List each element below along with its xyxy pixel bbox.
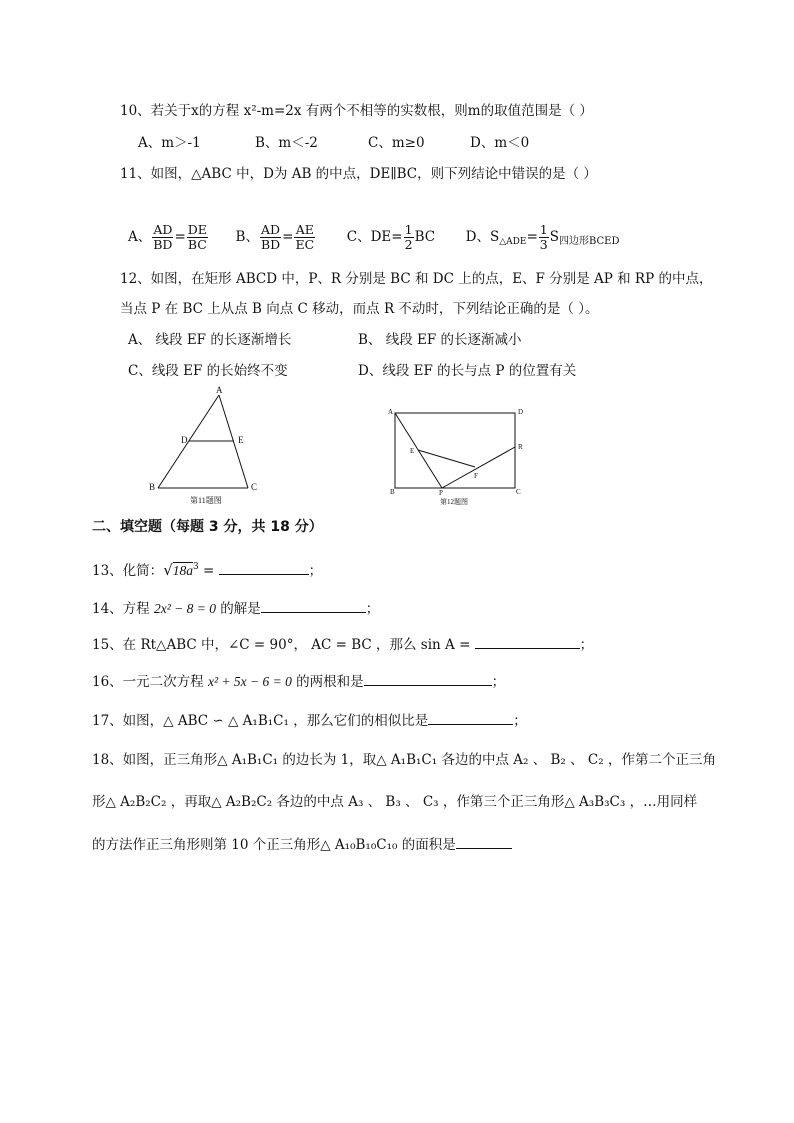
section-2-title: 二、填空题（每题 3 分，共 18 分） (92, 519, 323, 535)
q12-option-c: C、线段 EF 的长始终不变 (128, 363, 288, 379)
q11-option-b-label: B、 (235, 229, 259, 245)
q18-answer-blank[interactable] (456, 834, 512, 849)
q11-option-b-frac2: $\frac{AE}{EC}$ (295, 222, 315, 252)
q11-option-a-label: A、 (128, 229, 152, 245)
q12-line2: 当点 P 在 BC 上从点 B 向点 C 移动，而点 R 不动时，下列结论正确的是（ ）。 (120, 301, 599, 317)
fig12-label-e: E (410, 447, 415, 455)
q10-option-c: C、m≥0 (368, 135, 425, 151)
q15: 15、在 Rt△ABC 中，∠C = 90°， AC = BC ，那么 sin A = ； (92, 634, 593, 654)
fig12-label-p: P (439, 489, 443, 497)
q12-option-a: A、 线段 EF 的长逐渐增长 (128, 332, 292, 348)
fig11-caption: 第11题图 (190, 496, 222, 505)
q11-option-d-frac: $\frac{1}{3}$ (539, 222, 548, 252)
q17-answer-blank[interactable] (428, 710, 513, 725)
q11-option-b-frac1: $\frac{AD}{BD}$ (260, 222, 281, 252)
q12-line1: 12、如图，在矩形 ABCD 中，P、R 分别是 BC 和 DC 上的点，E、F 分别是 AP 和 RP 的中点， (120, 271, 713, 287)
q10-option-a: A、m＞-1 (138, 135, 201, 151)
q11-option-d: D、S (465, 229, 500, 245)
q10-option-d: D、m＜0 (470, 135, 530, 151)
fig12-label-c: C (516, 488, 521, 496)
q17: 17、如图，△ ABC ∽ △ A₁B₁C₁ ，那么它们的相似比是 ； (92, 710, 527, 730)
q11-option-a-frac2: $\frac{DE}{BC}$ (187, 222, 207, 252)
q11-option-c: C、DE= (346, 229, 403, 245)
q11-options: A、 $\frac{AD}{BD}$ = $\frac{DE}{BC}$ B、 $\frac{AD}{BD}$ = $\frac{AE}{EC}$ C、DE= $\frac{1}{2}$ BC D、$S_{\triangle ADE}=$ $\frac{1}{3}$ $S_{四边形BCED}$ (128, 222, 620, 252)
q12-option-d: D、线段 EF 的长与点 P 的位置有关 (358, 363, 577, 379)
q14: 14、方程 2x² − 8 = 0 的解是 ； (92, 598, 379, 618)
q14-answer-blank[interactable] (261, 598, 366, 613)
fig12-label-r: R (518, 443, 523, 451)
q18-line1: 18、如图，正三角形△ A₁B₁C₁ 的边长为 1，取△ A₁B₁C₁ 各边的中点 A₂ 、 B₂ 、 C₂ ，作第二个正三角 (92, 752, 716, 768)
fig12-label-a: A (388, 408, 394, 416)
fig12-label-f: F (474, 472, 478, 480)
q13-answer-blank[interactable] (219, 560, 309, 575)
fig11-label-d: D (181, 435, 188, 445)
fig12-label-d: D (518, 408, 524, 416)
q11-stem: 11、如图，△ABC 中，D为 AB 的中点，DE∥BC，则下列结论中错误的是（ ） (120, 166, 597, 182)
q18-line2: 形△ A₂B₂C₂ ，再取△ A₂B₂C₂ 各边的中点 A₃ 、 B₃ 、 C₃ ，作第三个正三角形△ A₃B₃C₃ ，…用同样 (92, 794, 698, 810)
fig11-label-b: B (149, 482, 156, 492)
figure-11 (140, 385, 280, 510)
q12-option-b: B、 线段 EF 的长逐渐减小 (358, 332, 522, 348)
fig11-label-a: A (216, 385, 223, 395)
figure-12 (385, 400, 535, 510)
q11-option-a-frac1: $\frac{AD}{BD}$ (153, 222, 173, 252)
q10-stem: 10、若关于x的方程 x²-m=2x 有两个不相等的实数根，则m的取值范围是（ ） (120, 103, 593, 119)
q18-line3: 的方法作正三角形则第 10 个正三角形△ A₁₀B₁₀C₁₀ 的面积是 (92, 834, 512, 854)
q10-option-b: B、m＜-2 (255, 135, 318, 151)
fig12-label-b: B (390, 488, 395, 496)
q16-answer-blank[interactable] (364, 671, 492, 686)
fig11-label-e: E (238, 435, 244, 445)
fig12-caption: 第12题图 (440, 498, 468, 506)
fig12-segment-ef (418, 450, 475, 467)
q11-option-c-frac: $\frac{1}{2}$ (404, 222, 413, 252)
fig12-segment-pr (442, 447, 515, 488)
q16: 16、一元二次方程 x² + 5x − 6 = 0 的两根和是 ； (92, 671, 505, 691)
q15-answer-blank[interactable] (475, 634, 580, 649)
fig11-label-c: C (251, 482, 258, 492)
q13: 13、化简：$√18a^3$ = ； (92, 561, 323, 579)
